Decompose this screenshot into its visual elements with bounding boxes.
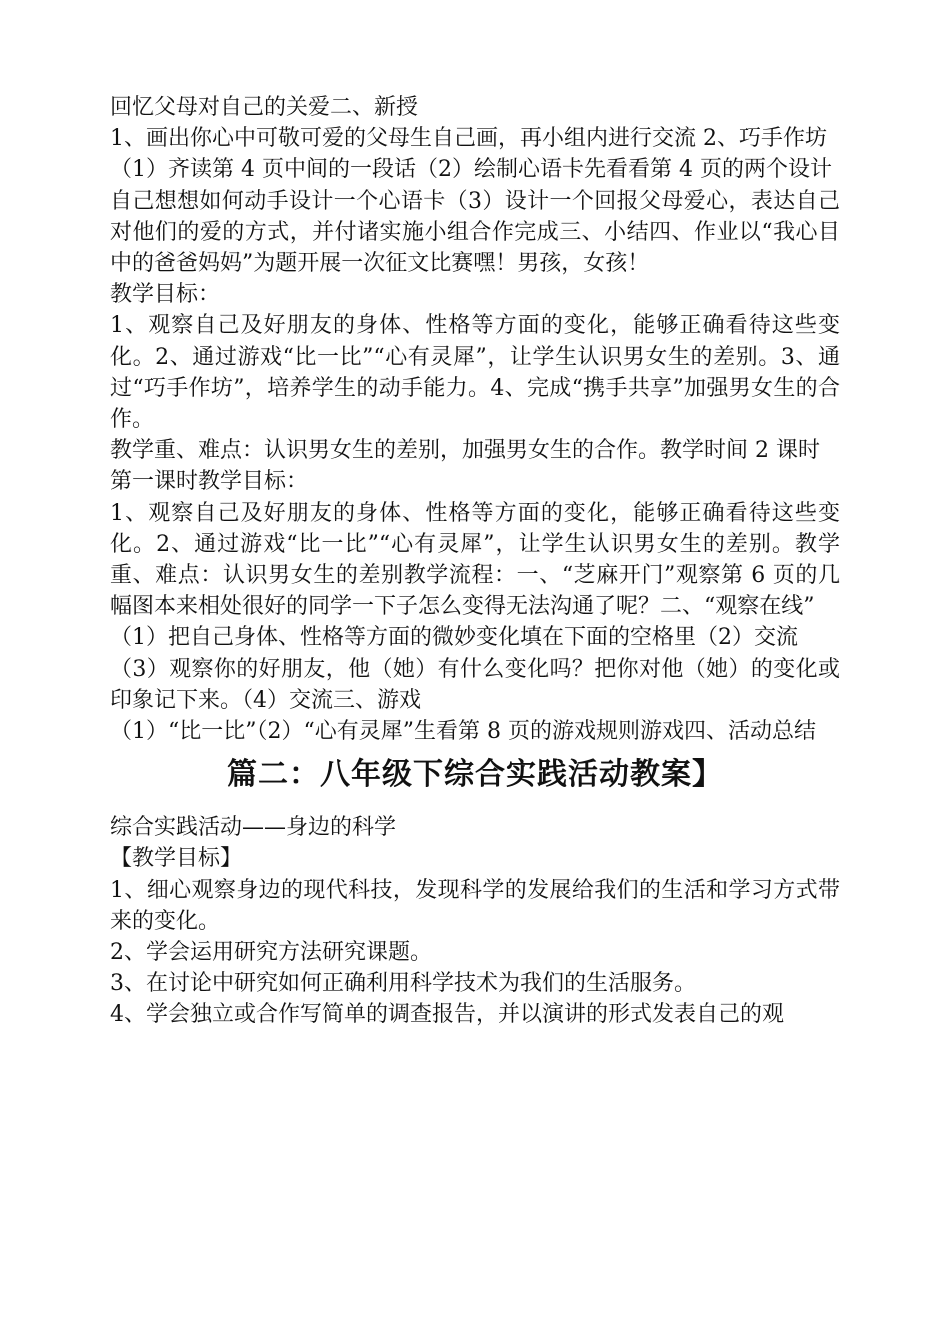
paragraph: （1）齐读第 4 页中间的一段话（2）绘制心语卡先看看第 4 页的两个设计 xyxy=(110,157,832,183)
paragraph: 回忆父母对自己的关爱二、新授 xyxy=(110,95,419,120)
paragraph: 2、学会运用研究方法研究课题。 xyxy=(110,940,432,966)
paragraph: 1、细心观察身边的现代科技，发现科学的发展给我们的生活和学习方式带来的变化。 xyxy=(110,877,840,934)
paragraph: 教学重、难点：认识男女生的差别，加强男女生的合作。教学时间 2 课时 xyxy=(110,438,820,464)
paragraph: 自己想想如何动手设计一个心语卡（3）设计一个回报父母爱心，表达自己对他们的爱的方式，并付诸实施小组合作完成三、小结四、作业以“我心目中的爸爸妈妈”为题开展一次征文比赛嘿！男孩，女孩！ xyxy=(110,188,840,277)
paragraph: 1、画出你心中可敬可爱的父母生自己画，再小组内进行交流 2、巧手作坊 xyxy=(110,126,827,152)
paragraph: 3、在讨论中研究如何正确利用科学技术为我们的生活服务。 xyxy=(110,971,696,997)
paragraph: 第一课时教学目标： xyxy=(110,469,309,495)
paragraph: 【教学目标】 xyxy=(110,846,243,872)
paragraph: （1）“比一比”（2）“心有灵犀”生看第 8 页的游戏规则游戏四、活动总结 xyxy=(110,719,816,745)
section-heading: 篇二：八年级下综合实践活动教案】 xyxy=(227,757,723,793)
paragraph: 综合实践活动——身边的科学 xyxy=(110,815,397,841)
document-body xyxy=(110,92,840,1031)
paragraph: （1）把自己身体、性格等方面的微妙变化填在下面的空格里（2）交流 xyxy=(110,625,798,651)
paragraph: 4、学会独立或合作写简单的调查报告，并以演讲的形式发表自己的观 xyxy=(110,1002,784,1028)
paragraph: 1、观察自己及好朋友的身体、性格等方面的变化，能够正确看待这些变化。2、通过游戏“比一比”“心有灵犀”，让学生认识男女生的差别。教学重、难点：认识男女生的差别教学流程：一、“芝麻开门”观察第 6 页的几幅图本来相处很好的同学一下子怎么变得无法沟通了呢？二、“观察在线” xyxy=(110,500,840,620)
paragraph: 1、观察自己及好朋友的身体、性格等方面的变化，能够正确看待这些变化。2、通过游戏“比一比”“心有灵犀”，让学生认识男女生的差别。3、通过“巧手作坊”，培养学生的动手能力。4、完成“携手共享”加强男女生的合作。 xyxy=(110,313,840,433)
paragraph: （3）观察你的好朋友，他（她）有什么变化吗？把你对他（她）的变化或印象记下来。（4）交流三、游戏 xyxy=(110,656,840,713)
paragraph: 教学目标： xyxy=(110,282,221,308)
